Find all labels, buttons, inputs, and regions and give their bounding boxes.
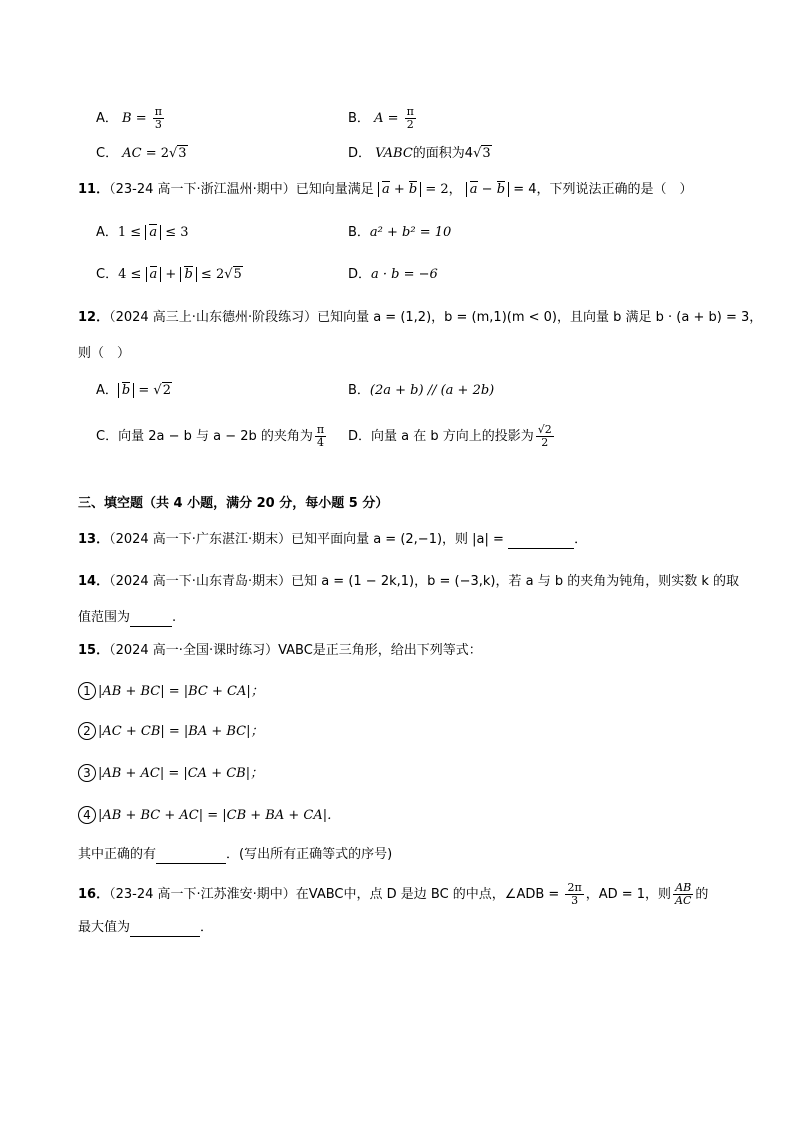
question-number: 14．	[78, 574, 110, 589]
q11-option-a	[96, 224, 189, 242]
option-label: B．	[348, 225, 370, 240]
fraction-den: 3	[571, 894, 579, 907]
fraction-den: 2	[541, 436, 549, 449]
math-var: A	[374, 111, 384, 126]
equation: |AB + AC| = |CA + CB|；	[98, 766, 264, 781]
option-label: D．	[348, 267, 372, 282]
fraction	[405, 106, 416, 131]
fraction-num: AB	[675, 881, 692, 894]
q16-stem	[78, 882, 708, 907]
option-label: B．	[348, 111, 370, 126]
fraction	[536, 424, 554, 449]
abs-expr: a	[145, 225, 161, 240]
question-stem-tail: ．(写出所有正确等式的序号)	[226, 847, 393, 862]
option-label: A．	[96, 383, 118, 398]
question-stem: 已知向量满足	[295, 182, 374, 197]
question-stem: 则（ ）	[78, 346, 131, 361]
question-source: （2024 高三上·山东德州·阶段练习）	[109, 310, 318, 325]
sqrt-radicand: 2	[162, 383, 171, 398]
abs-expr: a + b	[378, 182, 421, 197]
q14-stem	[78, 573, 739, 591]
math-eq: =	[383, 111, 403, 126]
question-stem: VABC是正三角形，给出下列等式：	[278, 643, 482, 658]
q10-option-d: D． VABC的面积为4√3	[348, 146, 491, 161]
math-var: B	[122, 111, 132, 126]
fraction	[673, 882, 693, 907]
question-source: （23-24 高一下·江苏淮安·期中）	[109, 887, 296, 902]
punct: .	[172, 610, 177, 625]
section-heading: 三、填空题（共 4 小题，满分 20 分，每小题 5 分）	[78, 496, 389, 511]
math-eq: =	[131, 111, 151, 126]
fraction-den: 2	[406, 118, 414, 131]
option-label: D．	[348, 146, 372, 161]
fraction	[565, 882, 583, 907]
circled-number: 4	[78, 806, 96, 824]
math-text: 1 ≤	[117, 225, 146, 240]
option-label: B．	[348, 383, 370, 398]
abs-expr: a	[146, 267, 162, 282]
question-stem: 最大值为	[78, 920, 131, 935]
equation: |AB + BC| = |BC + CA|；	[98, 684, 264, 699]
question-stem: 已知向量 a = (1,2)，b = (m,1)(m < 0)，且向量 b 满足 b · (a + b) = 3，	[317, 310, 763, 325]
fraction-den: AC	[675, 894, 692, 907]
option-label: A．	[96, 111, 118, 126]
option-text: 向量 a 在 b 方向上的投影为	[371, 429, 534, 444]
fraction	[315, 424, 326, 449]
q15-item-3	[78, 764, 263, 783]
circled-number: 2	[78, 722, 96, 740]
answer-blank[interactable]	[130, 922, 200, 937]
math-eq: = 2，	[425, 182, 462, 197]
sqrt-radicand: 3	[178, 146, 187, 161]
sqrt-radicand: 5	[233, 267, 242, 282]
fraction-den: 4	[317, 436, 325, 449]
question-source: （2024 高一下·山东青岛·期末）	[109, 574, 292, 589]
q10-option-c: C． AC = 2√3	[96, 146, 187, 161]
math-eq: = 2	[141, 146, 169, 161]
circled-number: 3	[78, 764, 96, 782]
option-text: 向量 2a − b 与 a − 2b 的夹角为	[118, 429, 313, 444]
q11-option-c: C．4 ≤ a + b ≤ 2√5	[96, 267, 242, 282]
option-label: D．	[348, 429, 372, 444]
question-number: 15．	[78, 643, 110, 658]
option-label: C．	[96, 429, 119, 444]
q15-stem	[78, 642, 482, 660]
q11-option-b	[348, 224, 451, 242]
question-stem-tail: = 4，下列说法正确的是（ ）	[513, 182, 693, 197]
option-label: A．	[96, 225, 118, 240]
question-stem: 在VABC中，点 D 是边 BC 的中点，∠ADB =	[295, 887, 564, 902]
sqrt-radicand: 3	[482, 146, 491, 161]
question-stem: 的	[695, 887, 709, 902]
q15-item-4	[78, 806, 340, 825]
question-number: 13．	[78, 532, 110, 547]
q12-stem	[78, 309, 762, 327]
math-var: VABC	[375, 146, 413, 161]
option-text: 的面积为4	[412, 146, 474, 161]
question-stem: 已知平面向量 a = (2,−1)，则 |a| =	[291, 532, 509, 547]
punct: ．	[574, 532, 588, 547]
q10-option-a	[96, 106, 166, 131]
q10-option-b	[348, 106, 418, 131]
q16-stem-cont	[78, 919, 213, 937]
question-source: （2024 高一下·广东湛江·期末）	[109, 532, 292, 547]
q15-item-1	[78, 682, 264, 701]
fraction-num: π	[154, 105, 163, 118]
question-stem: 其中正确的有	[78, 847, 157, 862]
q11-stem	[78, 181, 692, 199]
q15-item-2	[78, 722, 264, 741]
q12-stem-cont	[78, 345, 130, 363]
fraction-num: π	[316, 423, 325, 436]
fraction-den: 3	[154, 118, 162, 131]
punct: ．	[200, 920, 214, 935]
question-number: 11．	[78, 182, 110, 197]
option-label: C．	[96, 146, 119, 161]
q13-stem	[78, 531, 587, 549]
math-text: (2a + b) // (a + 2b)	[369, 383, 495, 398]
math-text: 4 ≤	[118, 267, 146, 282]
math-text: ≤ 2	[196, 267, 225, 282]
math-var: AC	[122, 146, 142, 161]
equation: |AB + BC + AC| = |CB + BA + CA|．	[98, 808, 341, 823]
math-text: a² + b² = 10	[369, 225, 452, 240]
answer-blank[interactable]	[156, 849, 226, 864]
section-title	[78, 495, 388, 513]
question-source: （2024 高一·全国·课时练习）	[109, 643, 279, 658]
question-stem: 已知 a = (1 − 2k,1)，b = (−3,k)，若 a 与 b 的夹角为钝角，则实数 k 的取	[291, 574, 740, 589]
q12-option-d	[348, 424, 556, 449]
fraction	[153, 106, 164, 131]
abs-expr: a − b	[466, 182, 509, 197]
fraction-num: 2π	[567, 881, 582, 894]
q12-option-a: A． b = √2	[96, 383, 171, 398]
abs-expr: b	[180, 267, 196, 282]
question-stem: ，AD = 1，则	[585, 887, 672, 902]
fraction-num: √2	[537, 423, 552, 436]
q14-stem-cont	[78, 609, 176, 627]
math-text: ≤ 3	[161, 225, 189, 240]
option-label: C．	[96, 267, 119, 282]
q11-option-d	[348, 266, 438, 284]
question-source: （23-24 高一下·浙江温州·期中）	[109, 182, 296, 197]
answer-blank[interactable]	[508, 534, 574, 549]
q12-option-b	[348, 382, 494, 400]
equation: |AC + CB| = |BA + BC|；	[98, 724, 264, 739]
answer-blank[interactable]	[130, 612, 172, 627]
question-number: 16．	[78, 887, 110, 902]
q15-ask	[78, 846, 392, 864]
question-stem: 值范围为	[78, 610, 131, 625]
question-number: 12．	[78, 310, 110, 325]
math-text: a · b = −6	[371, 267, 438, 282]
fraction-num: π	[406, 105, 414, 118]
math-text: =	[134, 383, 154, 398]
q12-option-c	[96, 424, 328, 449]
circled-number: 1	[78, 682, 96, 700]
abs-expr: b	[118, 383, 134, 398]
